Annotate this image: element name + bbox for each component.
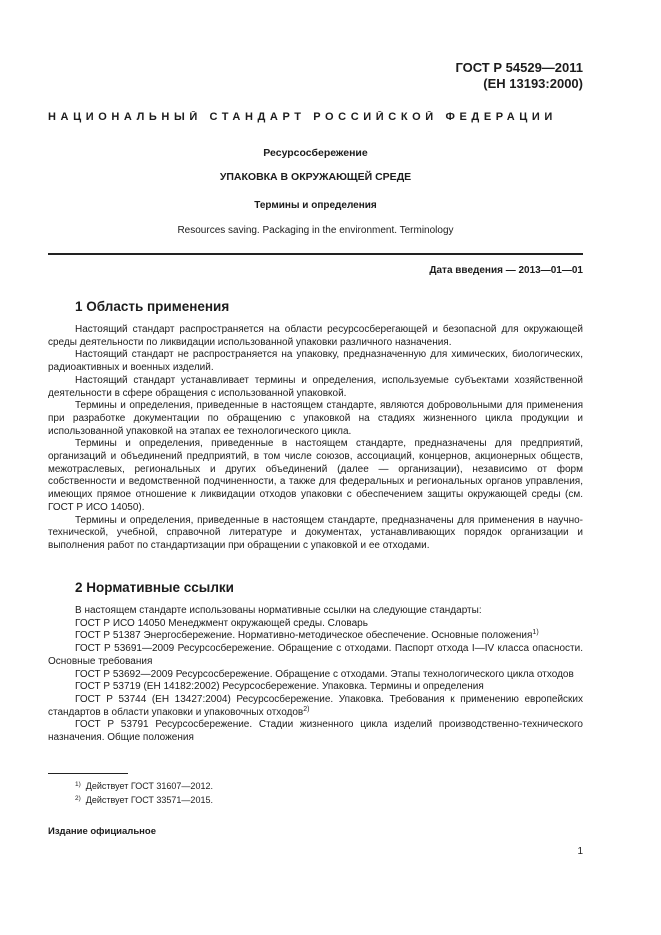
title-group: Ресурсосбережение — [263, 147, 368, 159]
section-1-body — [48, 324, 583, 553]
footnote-divider — [48, 773, 128, 774]
paragraph: Настоящий стандарт распространяется на области ресурсосберегающей и безопасной для окружающей среды деятельности по ликвидации использованной упаковки различного назначения. — [48, 324, 583, 348]
header-divider — [48, 253, 583, 255]
normative-reference: ГОСТ Р 53744 (ЕН 13427:2004) Ресурсосбережение. Упаковка. Требования к применению европейских стандартов в области упаковки и упаковочных отходов$^{2)}$ — [48, 693, 583, 718]
title-main: УПАКОВКА В ОКРУЖАЮЩЕЙ СРЕДЕ — [219, 171, 412, 183]
standard-designation — [455, 60, 583, 92]
section-2-heading: 2 Нормативные ссылки — [75, 580, 234, 595]
normative-reference: ГОСТ Р 53791 Ресурсосбережение. Стадии жизненного цикла изделий производственно-технического назначения. Общие положения — [48, 719, 583, 744]
paragraph: Термины и определения, приведенные в настоящем стандарте, являются добровольными для применения при разработке документации по обращению с упаковкой на стадиях жизненного цикла продукции и использованной упаковкой на этапах ее технологического цикла. — [48, 400, 583, 437]
normative-reference: ГОСТ Р ИСО 14050 Менеджмент окружающей среды. Словарь — [75, 617, 368, 629]
paragraph: Настоящий стандарт устанавливает термины и определения, используемые субъектами хозяйственной деятельности в сфере обращения с использованной упаковкой. — [48, 374, 583, 399]
normative-reference: ГОСТ Р 51387 Энергосбережение. Нормативно-методическое обеспечение. Основные положения$^{1)}$ — [75, 629, 539, 642]
page-number: 1 — [577, 846, 583, 857]
standard-number: ГОСТ Р 54529—2011 — [455, 60, 583, 75]
title-subtitle: Термины и определения — [254, 200, 377, 211]
normative-reference: ГОСТ Р 53692—2009 Ресурсосбережение. Обращение с отходами. Этапы технологического цикла отходов — [75, 668, 574, 680]
title-english: Resources saving. Packaging in the environment. Terminology — [177, 225, 454, 236]
paragraph: В настоящем стандарте использованы нормативные ссылки на следующие стандарты: — [75, 605, 482, 616]
introduction-date: Дата введения — 2013—01—01 — [429, 265, 583, 276]
section-2-body — [48, 605, 583, 745]
footnote: $^{2)}$ Действует ГОСТ 33571—2015. — [75, 795, 213, 805]
paragraph: Термины и определения, приведенные в настоящем стандарте, предназначены для применения в научно-технической, учебной, справочной литературе и документах, устанавливающих порядок организации и выполнения работ по стандартизации при обращении с упаковкой и ее отходами. — [48, 514, 583, 551]
normative-reference: ГОСТ Р 53719 (ЕН 14182:2002) Ресурсосбережение. Упаковка. Термины и определения — [75, 681, 484, 693]
equivalent-standard: (ЕН 13193:2000) — [483, 76, 583, 91]
national-standard-banner: НАЦИОНАЛЬНЫЙ СТАНДАРТ РОССИЙСКОЙ ФЕДЕРАЦИИ — [48, 111, 557, 123]
normative-reference: ГОСТ Р 53691—2009 Ресурсосбережение. Обращение с отходами. Паспорт отхода I—IV класса опасности. Основные требования — [48, 643, 583, 667]
paragraph: Настоящий стандарт не распространяется на упаковку, предназначенную для химических, биологических, радиоактивных и военных изделий. — [48, 349, 583, 374]
edition-label: Издание официальное — [48, 826, 156, 837]
footnote-ref: 1) — [532, 629, 539, 637]
footnote-ref: 2) — [303, 705, 310, 713]
section-1-heading: 1 Область применения — [75, 299, 230, 314]
paragraph: Термины и определения, приведенные в настоящем стандарте, предназначены для предприятий, организаций и объединений предприятий, в том числе союзов, ассоциаций, концернов, акционерных обществ, межотраслевых, региональных и других объединений (далее — организации), независимо от форм собственности и ведомственной подчиненности, а также для федеральных и региональных органов управления, имеющих прямое отношение к ликвидации отходов упаковки с обеспечением защиты окружающей среды (см. ГОСТ Р ИСО 14050). — [48, 438, 583, 513]
footnote: $^{1)}$ Действует ГОСТ 31607—2012. — [75, 781, 213, 791]
footnotes — [75, 779, 213, 807]
